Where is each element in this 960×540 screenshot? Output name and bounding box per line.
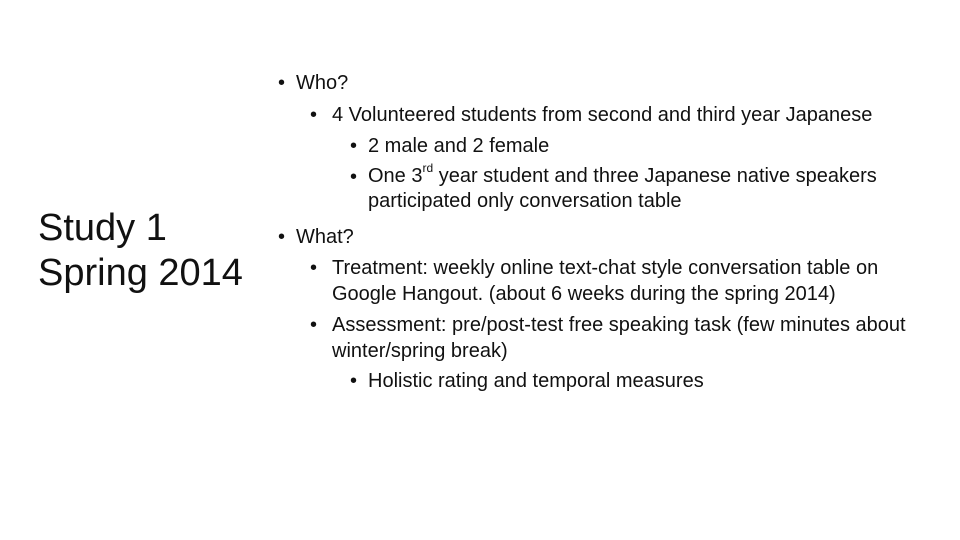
bullet-dot-icon: • — [350, 135, 358, 157]
bullet-gender-text: 2 male and 2 female — [368, 135, 550, 157]
bullet-dot-icon: • — [350, 166, 358, 188]
one-year-suffix: year student and three Japanese native speakers participated only conversation table — [368, 165, 877, 212]
bullet-list — [278, 70, 950, 394]
bullet-gender — [278, 133, 950, 159]
bullet-volunteers — [278, 102, 950, 128]
bullet-holistic-text: Holistic rating and temporal measures — [368, 370, 704, 392]
bullet-assessment — [278, 312, 932, 364]
bullet-one-year-text — [368, 161, 928, 214]
bullet-treatment — [278, 255, 932, 307]
title-line-1: Study 1 — [38, 207, 167, 249]
title-line-2: Spring 2014 — [38, 252, 243, 294]
bullet-what-text: What? — [296, 226, 354, 248]
slide-title — [38, 206, 268, 296]
bullet-who-text: Who? — [296, 72, 349, 94]
bullet-dot-icon: • — [310, 314, 318, 336]
bullet-holistic — [278, 368, 950, 394]
bullet-what — [278, 224, 950, 250]
bullet-who — [278, 70, 950, 96]
bullet-dot-icon: • — [278, 72, 286, 94]
one-year-ordinal: rd — [422, 161, 434, 176]
bullet-dot-icon: • — [278, 226, 286, 248]
bullet-dot-icon: • — [310, 257, 318, 279]
bullet-dot-icon: • — [310, 104, 318, 126]
bullet-dot-icon: • — [350, 370, 358, 392]
one-year-prefix: One 3 — [368, 165, 423, 187]
bullet-one-year — [278, 161, 928, 214]
bullet-assessment-text: Assessment: pre/post-test free speaking task (few minutes about winter/spring break) — [332, 314, 906, 362]
bullet-treatment-text: Treatment: weekly online text-chat style conversation table on Google Hangout. (about 6 weeks during the spring 2014) — [332, 257, 879, 305]
bullet-volunteers-text: 4 Volunteered students from second and third year Japanese — [332, 104, 873, 126]
